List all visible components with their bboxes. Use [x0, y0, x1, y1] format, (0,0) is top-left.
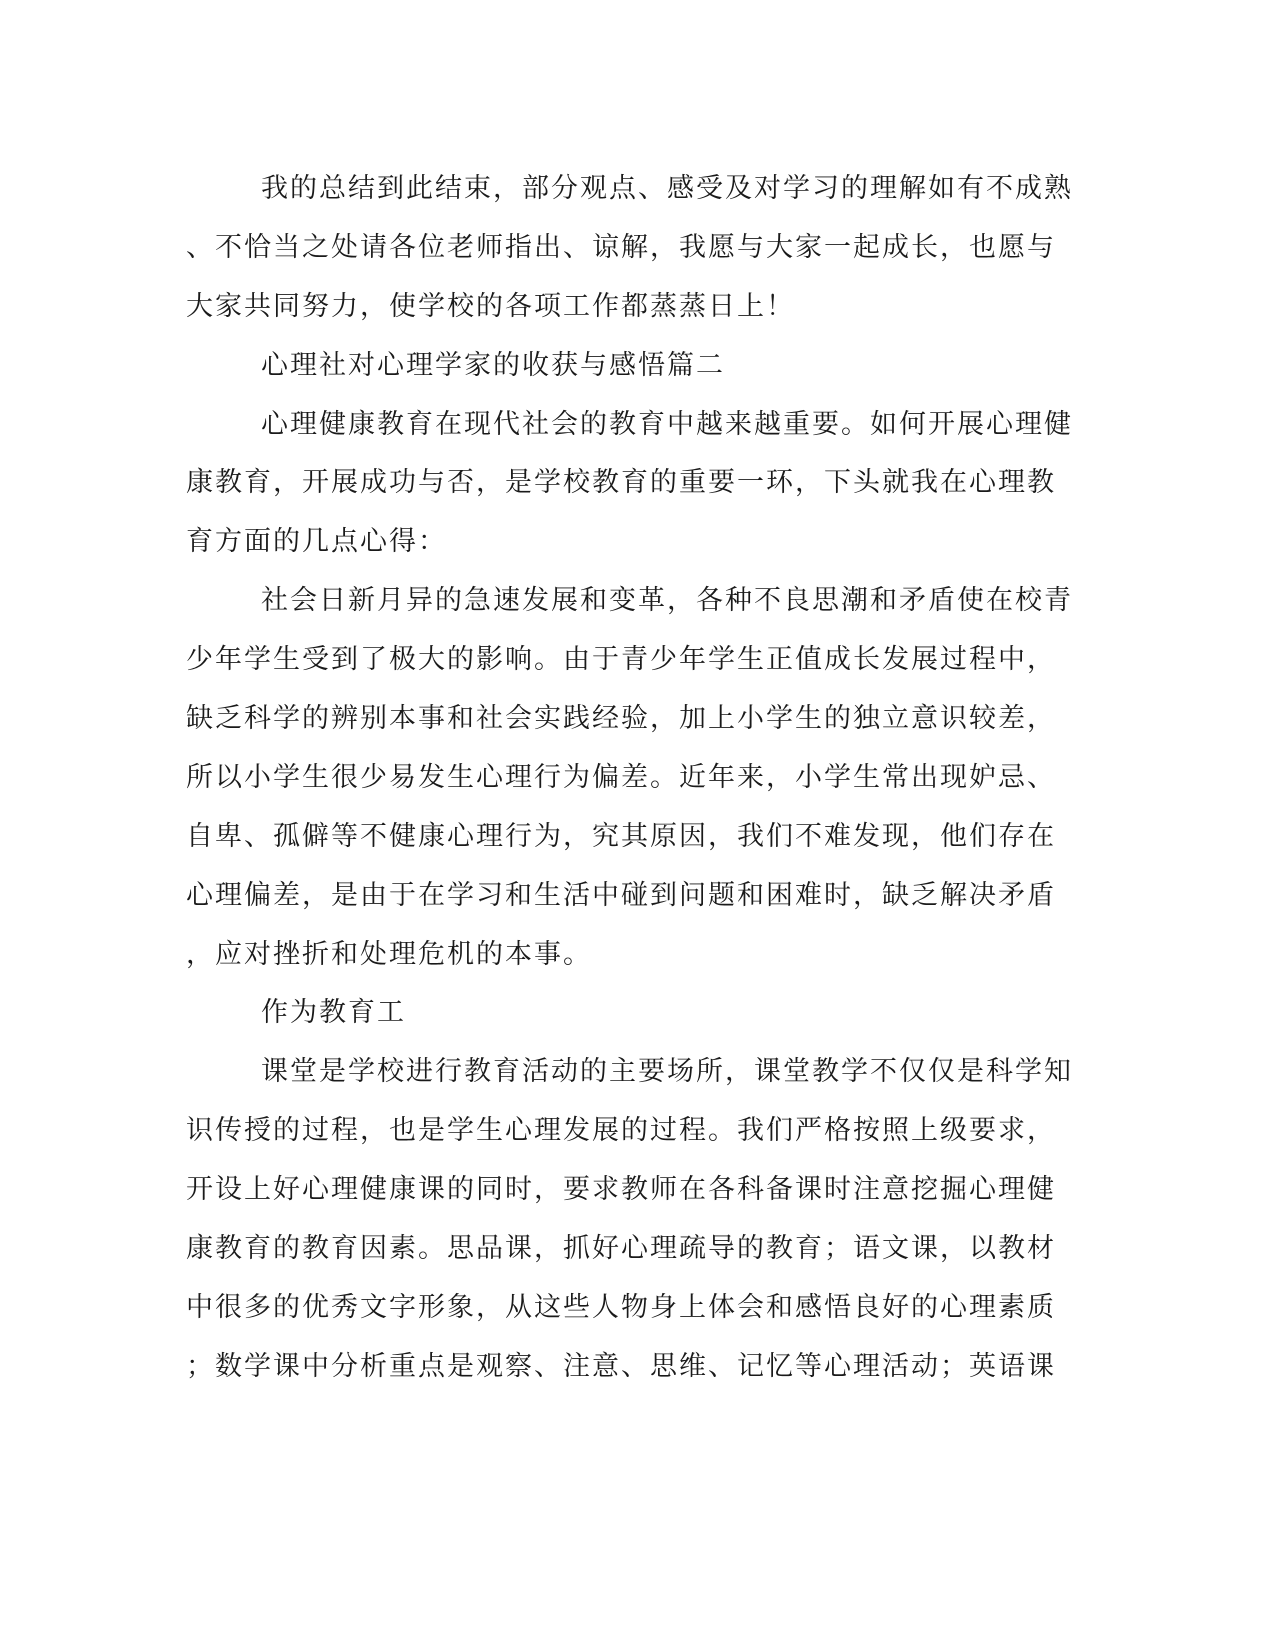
paragraph-line: 所以小学生很少易发生心理行为偏差。近年来，小学生常出现妒忌、	[186, 761, 1056, 793]
paragraph-line: 缺乏科学的辨别本事和社会实践经验，加上小学生的独立意识较差，	[186, 703, 1056, 735]
paragraph-line: 、不恰当之处请各位老师指出、谅解，我愿与大家一起成长，也愿与	[186, 231, 1056, 263]
paragraph-line: 育方面的几点心得：	[186, 526, 447, 558]
section-heading: 心理社对心理学家的收获与感悟篇二	[261, 349, 725, 381]
paragraph-line: 社会日新月异的急速发展和变革，各种不良思潮和矛盾使在校青	[261, 585, 1073, 617]
paragraph-line: 大家共同努力，使学校的各项工作都蒸蒸日上！	[186, 290, 795, 322]
paragraph-line: 自卑、孤僻等不健康心理行为，究其原因，我们不难发现，他们存在	[186, 820, 1056, 852]
paragraph-line: 中很多的优秀文字形象，从这些人物身上体会和感悟良好的心理素质	[186, 1291, 1056, 1323]
paragraph-line: 康教育，开展成功与否，是学校教育的重要一环，下头就我在心理教	[186, 467, 1056, 499]
paragraph-line: 康教育的教育因素。思品课，抓好心理疏导的教育；语文课，以教材	[186, 1233, 1056, 1265]
paragraph-line: 少年学生受到了极大的影响。由于青少年学生正值成长发展过程中，	[186, 644, 1056, 676]
paragraph-line: 心理健康教育在现代社会的教育中越来越重要。如何开展心理健	[261, 408, 1073, 440]
paragraph-line: 心理偏差，是由于在学习和生活中碰到问题和困难时，缺乏解决矛盾	[186, 879, 1056, 911]
paragraph-line: 开设上好心理健康课的同时，要求教师在各科备课时注意挖掘心理健	[186, 1174, 1056, 1206]
paragraph-line: 我的总结到此结束，部分观点、感受及对学习的理解如有不成熟	[261, 173, 1073, 204]
paragraph-line: 课堂是学校进行教育活动的主要场所，课堂教学不仅仅是科学知	[261, 1056, 1073, 1088]
paragraph-line: ；数学课中分析重点是观察、注意、思维、记忆等心理活动；英语课	[186, 1350, 1056, 1382]
paragraph-line: 识传授的过程，也是学生心理发展的过程。我们严格按照上级要求，	[186, 1115, 1056, 1147]
paragraph-line: 作为教育工	[261, 997, 406, 1029]
paragraph-line: ，应对挫折和处理危机的本事。	[186, 938, 592, 970]
document-body	[186, 160, 1076, 1397]
